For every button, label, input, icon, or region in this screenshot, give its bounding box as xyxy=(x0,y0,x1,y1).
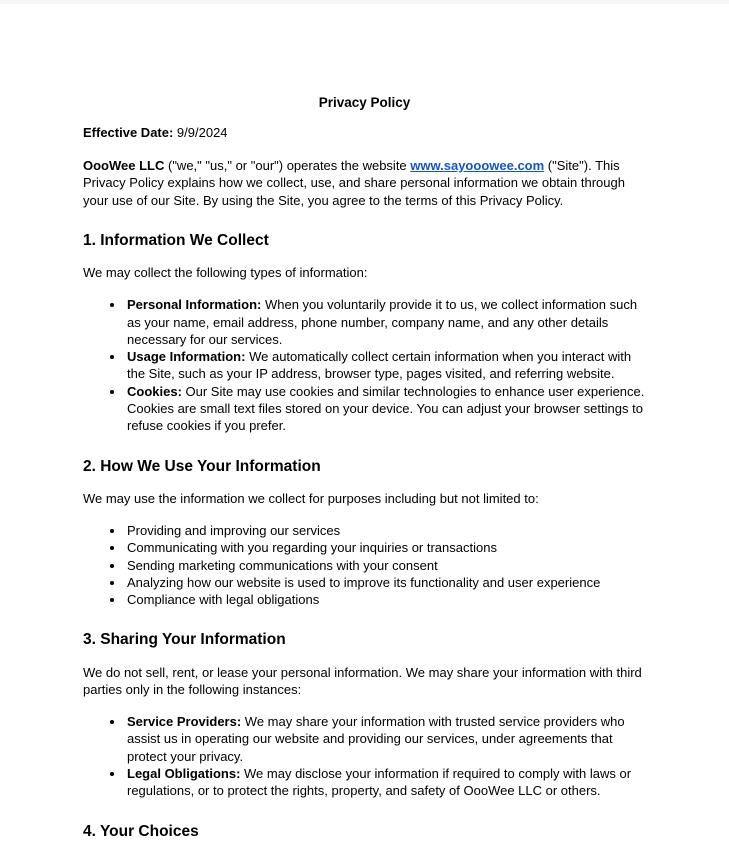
bullet-text: We may share your information with trusted service providers who assist us in operating our website and providing our services, under agreements that protect your privacy. xyxy=(127,714,625,764)
bullet-text: We may disclose your information if required to comply with laws or regulations, or to protect the rights, property, and safety of OooWee LLC or others. xyxy=(127,765,632,799)
bullet-item xyxy=(125,296,646,348)
bullet-text: We automatically collect certain information when you interact with the Site, such as your IP address, browser type, pages visited, and referring website. xyxy=(127,349,632,382)
bullet-text: Analyzing how our website is used to improve its functionality and user experience xyxy=(127,574,601,590)
intro-text-pre-link: ("we," "us," or "our") operates the website xyxy=(164,158,411,174)
effective-date-label: Effective Date: xyxy=(83,125,174,141)
section-heading-your-choices: 4. Your Choices xyxy=(83,822,199,840)
company-name: OooWee LLC xyxy=(83,158,165,174)
effective-date-value: 9/9/2024 xyxy=(173,125,228,141)
bullet-list xyxy=(83,522,646,608)
intro-paragraph xyxy=(83,157,646,209)
section-lead: We do not sell, rent, or lease your personal information. We may share your information with third parties only in the following instances: xyxy=(83,664,642,698)
bullet-text: Sending marketing communications with your consent xyxy=(127,557,438,573)
section-heading-how-we-use-your-information: 2. How We Use Your Information xyxy=(83,457,321,475)
bullet-text: Communicating with you regarding your inquiries or transactions xyxy=(127,540,497,556)
bullet-bold-label: Legal Obligations: xyxy=(127,765,241,781)
bullet-item xyxy=(125,539,646,556)
bullet-bold-label: Usage Information: xyxy=(127,349,246,365)
bullet-text: Our Site may use cookies and similar technologies to enhance user experience. Cookies are small text files stored on your device. You can adjust your browser settings to refuse cookies if you prefer. xyxy=(127,383,645,434)
bullet-item xyxy=(125,522,646,539)
section-lead: We may collect the following types of information: xyxy=(83,265,368,281)
section-heading-sharing-your-information: 3. Sharing Your Information xyxy=(83,631,286,649)
bullet-item xyxy=(125,574,646,591)
bullet-text: Compliance with legal obligations xyxy=(127,592,320,608)
intro-text-post-link: ("Site"). This Privacy Policy explains how we collect, use, and share personal information we obtain through your use of our Site. By using the Site, you agree to the terms of this Privacy Policy. xyxy=(83,158,625,208)
bullet-item xyxy=(125,765,646,800)
bullet-item xyxy=(125,557,646,574)
site-link[interactable]: www.sayooowee.com xyxy=(410,158,545,174)
bullet-bold-label: Cookies: xyxy=(127,383,182,399)
privacy-policy-document xyxy=(0,4,729,842)
bullet-bold-label: Service Providers: xyxy=(127,714,242,730)
section-lead: We may use the information we collect for purposes including but not limited to: xyxy=(83,491,539,507)
bullet-text: Providing and improving our services xyxy=(127,522,341,538)
bullet-list xyxy=(83,713,646,799)
bullet-bold-label: Personal Information: xyxy=(127,297,262,313)
section-heading-information-we-collect: 1. Information We Collect xyxy=(83,231,269,249)
bullet-item xyxy=(125,713,646,765)
bullet-item xyxy=(125,383,646,435)
document-title: Privacy Policy xyxy=(318,95,411,110)
bullet-list xyxy=(83,296,646,434)
bullet-item xyxy=(125,591,646,608)
effective-date-line xyxy=(83,124,646,141)
bullet-text: When you voluntarily provide it to us, we collect information such as your name, email address, phone number, company name, and any other details necessary for our services. xyxy=(127,297,638,347)
bullet-item xyxy=(125,348,646,383)
